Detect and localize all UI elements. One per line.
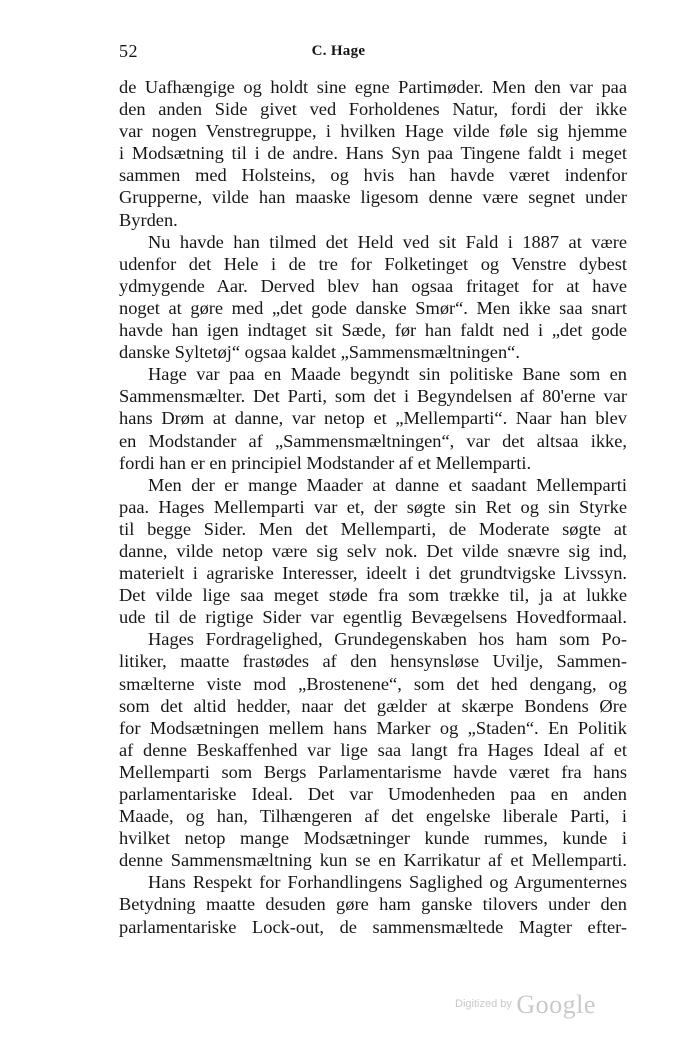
text-line: hvilket netop mange Modsætninger kunde rummes, kunde i	[119, 828, 627, 849]
text-line: var nogen Venstregruppe, i hvilken Hage vilde føle sig hjemme	[119, 121, 627, 142]
text-line: som det altid hedder, naar det gælder at skærpe Bondens Øre	[119, 695, 627, 716]
text-line: en Modstander af „Sammensmæltningen“, var det altsaa ikke,	[119, 430, 627, 451]
text-line: Grupperne, vilde han maaske ligesom denne være segnet under	[119, 187, 627, 208]
text-line: de Uafhængige og holdt sine egne Partimøder. Men den var paa	[119, 77, 627, 97]
text-line: danne, vilde netop være sig selv nok. Det vilde snævre sig ind,	[119, 540, 627, 561]
body-text	[119, 76, 627, 938]
text-line: Sammensmælter. Det Parti, som det i Begyndelsen af 80'erne var	[119, 386, 627, 407]
text-line: Betydning maatte desuden gøre ham ganske tilovers under den	[119, 894, 627, 915]
text-line: for Modsætningen mellem hans Marker og „Staden“. En Politik	[119, 717, 627, 738]
text-line: parlamentariske Ideal. Det var Umodenheden paa en anden	[119, 784, 627, 804]
text-line: Det vilde lige saa meget støde fra som trække til, ja at lukke	[119, 585, 627, 606]
text-line: udenfor det Hele i de tre for Folketinget og Venstre dybest	[119, 253, 627, 274]
watermark-digitized-label: Digitized by	[455, 998, 512, 1010]
text-line: materielt i agrariske Interesser, ideelt i det grundtvigske Livssyn.	[119, 563, 627, 584]
text-line: smælterne viste mod „Brostenene“, som det hed dengang, og	[119, 673, 627, 694]
text-line: litiker, maatte frastødes af den hensynsløse Uvilje, Sammen-	[119, 651, 627, 672]
text-line: Byrden.	[119, 209, 178, 230]
text-line: ydmygende Aar. Derved blev han ogsaa fritaget for at have	[119, 275, 627, 296]
running-head: C. Hage	[311, 43, 366, 59]
text-line: i Modsætning til i de andre. Hans Syn paa Tingene faldt i meget	[119, 143, 627, 164]
text-line: Hages Fordragelighed, Grundegenskaben hos ham som Po-	[148, 629, 627, 650]
text-line: den anden Side givet ved Forholdenes Natur, fordi der ikke	[119, 99, 627, 120]
text-line: Nu havde han tilmed det Held ved sit Fald i 1887 at være	[148, 231, 627, 252]
text-line: Hans Respekt for Forhandlingens Saglighed og Argumenternes	[148, 872, 627, 893]
page-number: 52	[119, 41, 138, 61]
text-line: paa. Hages Mellemparti var et, der søgte sin Ret og sin Styrke	[119, 496, 627, 517]
google-logo: Google	[516, 990, 596, 1019]
text-line: noget at gøre med „det gode danske Smør“. Men ikke saa snart	[119, 297, 627, 318]
text-line: denne Sammensmæltning kun se en Karrikatur af et Mellemparti.	[119, 850, 627, 871]
text-line: sammen med Holsteins, og hvis han havde været indenfor	[119, 165, 627, 186]
text-line: hans Drøm at danne, var netop et „Mellemparti“. Naar han blev	[119, 408, 627, 429]
text-line: til begge Sider. Men det Mellemparti, de Moderate søgte at	[119, 518, 627, 539]
text-line: Hage var paa en Maade begyndt sin politiske Bane som en	[148, 364, 627, 385]
text-line: Mellemparti som Bergs Parlamentarisme havde været fra hans	[119, 761, 627, 782]
text-line: fordi han er en principiel Modstander af et Mellemparti.	[119, 452, 532, 473]
text-line: ude til de rigtige Sider var egentlig Bevægelsens Hovedformaal.	[119, 607, 627, 628]
text-line: danske Syltetøj“ ogsaa kaldet „Sammensmæltningen“.	[119, 342, 520, 363]
text-line: havde han igen indtaget sit Sæde, før han faldt ned i „det gode	[119, 320, 627, 341]
text-line: parlamentariske Lock-out, de sammensmæltede Magter efter-	[119, 916, 627, 937]
text-line: Men der er mange Maader at danne et saadant Mellemparti	[148, 474, 627, 495]
digitized-watermark	[455, 990, 596, 1020]
text-line: Maade, og han, Tilhængeren af det engelske liberale Parti, i	[119, 806, 627, 827]
text-line: af denne Beskaffenhed var lige saa langt fra Hages Ideal af et	[119, 739, 627, 760]
